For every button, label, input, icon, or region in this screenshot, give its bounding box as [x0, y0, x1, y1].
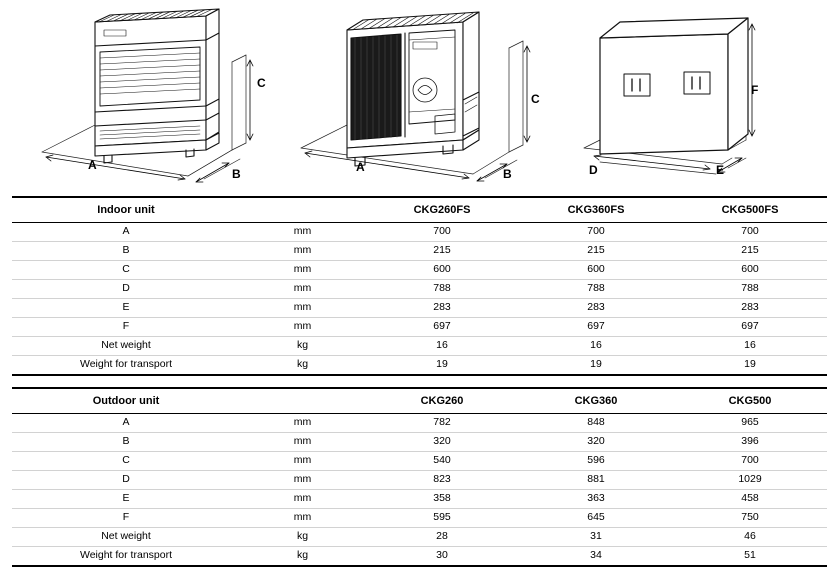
outdoor-dim-label-c: C	[531, 92, 541, 106]
indoor-header-unit	[240, 197, 365, 223]
row-unit: mm	[240, 490, 365, 509]
outdoor-unit-drawing	[285, 0, 555, 196]
table-header-row	[12, 388, 827, 414]
row-value-2: 320	[519, 433, 673, 452]
row-label: A	[12, 414, 240, 433]
outdoor-header-model-3: CKG500	[673, 388, 827, 414]
row-label: C	[12, 261, 240, 280]
row-label: Weight for transport	[12, 356, 240, 376]
indoor-header-model-2: CKG360FS	[519, 197, 673, 223]
row-value-2: 16	[519, 337, 673, 356]
table-separator	[0, 376, 839, 387]
row-value-1: 595	[365, 509, 519, 528]
row-label: A	[12, 223, 240, 242]
table-row	[12, 261, 827, 280]
table-row	[12, 509, 827, 528]
row-value-2: 283	[519, 299, 673, 318]
row-unit: mm	[240, 471, 365, 490]
illustrations-row	[0, 0, 839, 196]
row-value-2: 363	[519, 490, 673, 509]
packaging-dim-label-e: E	[716, 163, 725, 177]
packaging-box-drawing	[560, 0, 839, 196]
row-value-3: 283	[673, 299, 827, 318]
table-row	[12, 223, 827, 242]
indoor-dim-label-a: A	[88, 158, 98, 172]
row-label: E	[12, 490, 240, 509]
row-label: F	[12, 509, 240, 528]
row-unit: mm	[240, 318, 365, 337]
row-value-1: 283	[365, 299, 519, 318]
row-value-1: 30	[365, 547, 519, 567]
table-row	[12, 433, 827, 452]
row-value-3: 700	[673, 452, 827, 471]
row-unit: kg	[240, 528, 365, 547]
row-value-3: 697	[673, 318, 827, 337]
row-unit: kg	[240, 356, 365, 376]
row-value-3: 1029	[673, 471, 827, 490]
row-value-3: 16	[673, 337, 827, 356]
row-value-3: 600	[673, 261, 827, 280]
indoor-dim-label-c: C	[257, 76, 267, 90]
row-value-3: 46	[673, 528, 827, 547]
table-row	[12, 299, 827, 318]
table-row	[12, 242, 827, 261]
table-row	[12, 547, 827, 567]
indoor-header-title: Indoor unit	[12, 197, 240, 223]
row-value-1: 358	[365, 490, 519, 509]
row-value-1: 600	[365, 261, 519, 280]
indoor-header-model-1: CKG260FS	[365, 197, 519, 223]
row-unit: mm	[240, 223, 365, 242]
table-row	[12, 337, 827, 356]
packaging-dim-label-d: D	[589, 163, 599, 177]
table-row	[12, 280, 827, 299]
row-value-1: 215	[365, 242, 519, 261]
indoor-unit-table	[12, 196, 827, 376]
row-value-3: 788	[673, 280, 827, 299]
row-value-3: 700	[673, 223, 827, 242]
row-value-2: 788	[519, 280, 673, 299]
outdoor-header-model-2: CKG360	[519, 388, 673, 414]
row-label: Net weight	[12, 337, 240, 356]
table-row	[12, 414, 827, 433]
row-value-3: 750	[673, 509, 827, 528]
outdoor-header-unit	[240, 388, 365, 414]
table-header-row	[12, 197, 827, 223]
row-value-1: 19	[365, 356, 519, 376]
row-value-3: 215	[673, 242, 827, 261]
row-value-3: 51	[673, 547, 827, 567]
row-unit: mm	[240, 299, 365, 318]
row-value-1: 28	[365, 528, 519, 547]
row-value-2: 215	[519, 242, 673, 261]
row-unit: mm	[240, 261, 365, 280]
table-row	[12, 452, 827, 471]
row-value-1: 540	[365, 452, 519, 471]
outdoor-unit-table-wrap	[0, 387, 839, 567]
row-label: F	[12, 318, 240, 337]
table-row	[12, 490, 827, 509]
row-value-2: 697	[519, 318, 673, 337]
row-value-2: 596	[519, 452, 673, 471]
row-value-2: 848	[519, 414, 673, 433]
row-value-3: 458	[673, 490, 827, 509]
row-value-1: 823	[365, 471, 519, 490]
table-row	[12, 356, 827, 376]
indoor-dim-label-b: B	[232, 167, 242, 181]
row-value-3: 396	[673, 433, 827, 452]
table-row	[12, 528, 827, 547]
indoor-unit-drawing	[0, 0, 280, 196]
row-value-2: 34	[519, 547, 673, 567]
row-value-1: 788	[365, 280, 519, 299]
row-value-3: 965	[673, 414, 827, 433]
row-unit: mm	[240, 280, 365, 299]
row-label: D	[12, 280, 240, 299]
row-value-1: 320	[365, 433, 519, 452]
row-value-2: 600	[519, 261, 673, 280]
row-value-1: 782	[365, 414, 519, 433]
row-value-1: 700	[365, 223, 519, 242]
row-unit: kg	[240, 337, 365, 356]
row-label: Net weight	[12, 528, 240, 547]
row-value-2: 31	[519, 528, 673, 547]
row-value-2: 645	[519, 509, 673, 528]
row-label: B	[12, 433, 240, 452]
packaging-dim-label-f: F	[751, 83, 759, 97]
row-unit: mm	[240, 452, 365, 471]
row-value-1: 697	[365, 318, 519, 337]
row-value-2: 881	[519, 471, 673, 490]
row-value-3: 19	[673, 356, 827, 376]
row-label: B	[12, 242, 240, 261]
row-value-2: 700	[519, 223, 673, 242]
row-unit: mm	[240, 433, 365, 452]
row-unit: kg	[240, 547, 365, 567]
outdoor-unit-table	[12, 387, 827, 567]
row-value-2: 19	[519, 356, 673, 376]
row-unit: mm	[240, 414, 365, 433]
outdoor-header-model-1: CKG260	[365, 388, 519, 414]
table-row	[12, 318, 827, 337]
outdoor-dim-label-b: B	[503, 167, 513, 181]
indoor-unit-table-wrap	[0, 196, 839, 376]
outdoor-header-title: Outdoor unit	[12, 388, 240, 414]
row-unit: mm	[240, 509, 365, 528]
row-value-1: 16	[365, 337, 519, 356]
row-label: C	[12, 452, 240, 471]
table-row	[12, 471, 827, 490]
row-label: D	[12, 471, 240, 490]
row-label: E	[12, 299, 240, 318]
indoor-header-model-3: CKG500FS	[673, 197, 827, 223]
outdoor-dim-label-a: A	[356, 160, 366, 174]
row-label: Weight for transport	[12, 547, 240, 567]
row-unit: mm	[240, 242, 365, 261]
